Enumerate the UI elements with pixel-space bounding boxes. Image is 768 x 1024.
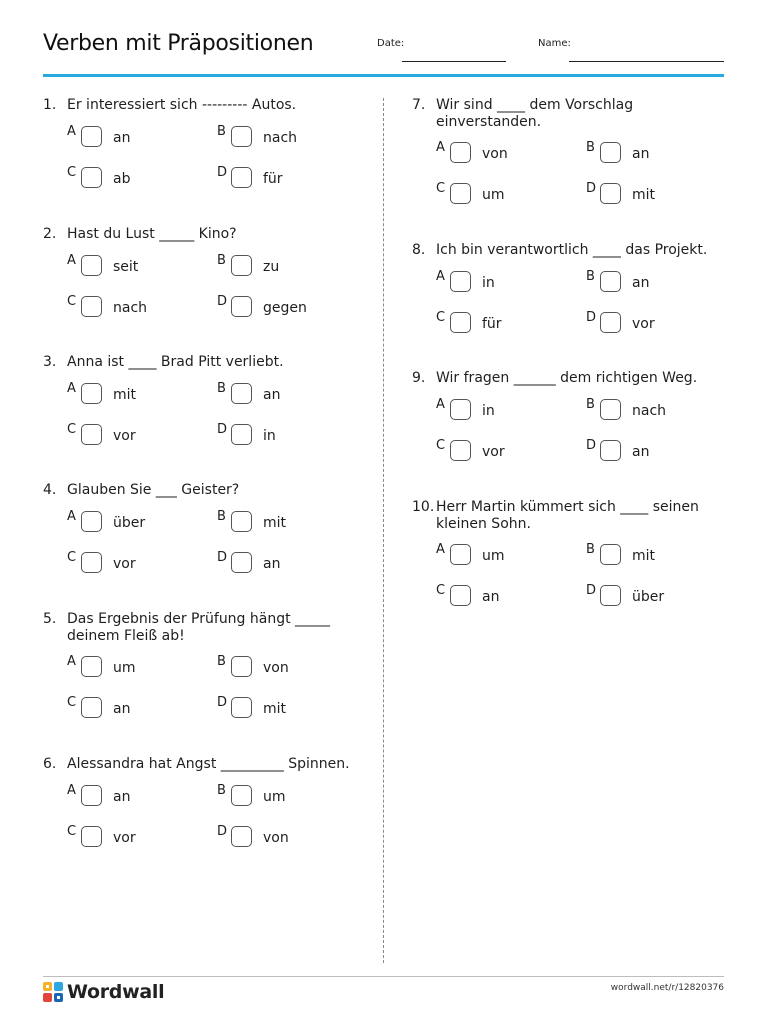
option-text: über xyxy=(632,589,665,605)
answer-checkbox[interactable] xyxy=(600,399,621,420)
question-text: Er interessiert sich --------- Autos. xyxy=(67,97,297,113)
option-text: an xyxy=(482,589,500,605)
question-text: Herr Martin kümmert sich ____ seinen kleinen Sohn. xyxy=(436,499,699,532)
option-c[interactable] xyxy=(436,181,566,207)
option-letter: D xyxy=(217,294,228,309)
option-b[interactable] xyxy=(217,783,347,809)
answer-checkbox[interactable] xyxy=(600,183,621,204)
option-letter: C xyxy=(67,550,77,565)
date-label: Date: xyxy=(377,38,405,49)
option-letter: A xyxy=(67,253,76,268)
option-a[interactable] xyxy=(67,509,197,535)
option-letter: B xyxy=(586,269,595,284)
answer-checkbox[interactable] xyxy=(81,785,102,806)
option-text: vor xyxy=(113,428,136,444)
option-letter: C xyxy=(436,181,446,196)
option-a[interactable] xyxy=(436,140,566,166)
option-letter: B xyxy=(217,253,226,268)
option-text: mit xyxy=(632,187,656,203)
option-c[interactable] xyxy=(436,310,566,336)
option-b[interactable] xyxy=(217,509,347,535)
option-a[interactable] xyxy=(67,783,197,809)
date-field-line[interactable] xyxy=(402,61,506,62)
option-letter: D xyxy=(586,181,597,196)
option-b[interactable] xyxy=(217,124,347,150)
option-d[interactable] xyxy=(217,165,347,191)
answer-checkbox[interactable] xyxy=(231,511,252,532)
option-text: nach xyxy=(632,403,667,419)
answer-checkbox[interactable] xyxy=(600,312,621,333)
answer-checkbox[interactable] xyxy=(231,697,252,718)
option-b[interactable] xyxy=(586,542,716,568)
footer-divider xyxy=(43,976,724,977)
option-letter: B xyxy=(217,509,226,524)
option-a[interactable] xyxy=(67,381,197,407)
option-text: über xyxy=(113,515,146,531)
option-d[interactable] xyxy=(586,438,716,464)
option-letter: B xyxy=(586,397,595,412)
option-letter: C xyxy=(67,294,77,309)
option-letter: B xyxy=(586,542,595,557)
option-text: mit xyxy=(263,515,287,531)
option-text: für xyxy=(482,316,502,332)
answer-checkbox[interactable] xyxy=(81,296,102,317)
option-text: an xyxy=(263,556,281,572)
option-letter: C xyxy=(436,583,446,598)
option-letter: D xyxy=(217,695,228,710)
option-b[interactable] xyxy=(586,140,716,166)
option-letter: D xyxy=(217,165,228,180)
answer-checkbox[interactable] xyxy=(81,383,102,404)
option-c[interactable] xyxy=(67,695,197,721)
option-letter: B xyxy=(217,381,226,396)
answer-checkbox[interactable] xyxy=(450,183,471,204)
answer-checkbox[interactable] xyxy=(450,544,471,565)
option-text: an xyxy=(263,387,281,403)
answer-checkbox[interactable] xyxy=(600,585,621,606)
option-text: um xyxy=(482,187,505,203)
option-text: vor xyxy=(113,556,136,572)
answer-checkbox[interactable] xyxy=(231,826,252,847)
question-text: Wir fragen ______ dem richtigen Weg. xyxy=(436,370,698,386)
option-letter: C xyxy=(67,824,77,839)
option-d[interactable] xyxy=(586,583,716,609)
option-text: für xyxy=(263,171,283,187)
option-b[interactable] xyxy=(217,654,347,680)
answer-checkbox[interactable] xyxy=(81,552,102,573)
option-b[interactable] xyxy=(586,269,716,295)
option-a[interactable] xyxy=(67,253,197,279)
option-text: mit xyxy=(113,387,137,403)
option-text: um xyxy=(263,789,286,805)
option-b[interactable] xyxy=(586,397,716,423)
option-letter: B xyxy=(586,140,595,155)
option-b[interactable] xyxy=(217,253,347,279)
question-text: Wir sind ____ dem Vorschlag einverstanden. xyxy=(436,97,634,130)
option-text: seit xyxy=(113,259,139,275)
option-letter: A xyxy=(436,542,445,557)
option-letter: D xyxy=(586,310,597,325)
answer-checkbox[interactable] xyxy=(81,697,102,718)
answer-checkbox[interactable] xyxy=(231,383,252,404)
column-divider xyxy=(383,98,384,963)
question-number: 4. xyxy=(43,482,57,498)
answer-checkbox[interactable] xyxy=(600,142,621,163)
answer-checkbox[interactable] xyxy=(450,440,471,461)
option-b[interactable] xyxy=(217,381,347,407)
option-a[interactable] xyxy=(436,397,566,423)
option-d[interactable] xyxy=(217,695,347,721)
option-letter: D xyxy=(217,550,228,565)
answer-checkbox[interactable] xyxy=(81,255,102,276)
question-text: Alessandra hat Angst _________ Spinnen. xyxy=(67,756,350,772)
option-c[interactable] xyxy=(67,422,197,448)
answer-checkbox[interactable] xyxy=(81,167,102,188)
question-number: 7. xyxy=(412,97,426,113)
option-text: vor xyxy=(632,316,655,332)
option-c[interactable] xyxy=(67,294,197,320)
option-text: in xyxy=(263,428,276,444)
question-number: 5. xyxy=(43,611,57,627)
option-text: mit xyxy=(632,548,656,564)
option-a[interactable] xyxy=(67,124,197,150)
option-letter: A xyxy=(67,654,76,669)
option-a[interactable] xyxy=(436,269,566,295)
option-letter: A xyxy=(436,397,445,412)
option-d[interactable] xyxy=(217,422,347,448)
question-number: 8. xyxy=(412,242,426,258)
question-text: Anna ist ____ Brad Pitt verliebt. xyxy=(67,354,284,370)
question-text: Hast du Lust _____ Kino? xyxy=(67,226,237,242)
option-text: nach xyxy=(113,300,148,316)
answer-checkbox[interactable] xyxy=(231,167,252,188)
question-number: 2. xyxy=(43,226,57,242)
option-letter: D xyxy=(217,824,228,839)
question-text: Das Ergebnis der Prüfung hängt _____ deinem Fleiß ab! xyxy=(67,611,331,644)
option-text: gegen xyxy=(263,300,307,316)
option-c[interactable] xyxy=(67,165,197,191)
option-letter: A xyxy=(436,140,445,155)
option-text: an xyxy=(632,275,650,291)
option-letter: C xyxy=(67,165,77,180)
question-number: 10. xyxy=(412,499,435,515)
option-text: von xyxy=(263,830,289,846)
answer-checkbox[interactable] xyxy=(81,511,102,532)
answer-checkbox[interactable] xyxy=(600,271,621,292)
question-number: 1. xyxy=(43,97,57,113)
option-text: an xyxy=(113,789,131,805)
answer-checkbox[interactable] xyxy=(450,142,471,163)
question-number: 6. xyxy=(43,756,57,772)
header-accent-rule xyxy=(43,74,724,77)
question-number: 9. xyxy=(412,370,426,386)
option-letter: A xyxy=(67,381,76,396)
option-letter: D xyxy=(586,583,597,598)
option-text: von xyxy=(482,146,508,162)
option-letter: C xyxy=(67,422,77,437)
answer-checkbox[interactable] xyxy=(231,255,252,276)
option-letter: B xyxy=(217,654,226,669)
wordwall-logo xyxy=(43,981,164,1003)
option-d[interactable] xyxy=(217,294,347,320)
answer-checkbox[interactable] xyxy=(231,126,252,147)
answer-checkbox[interactable] xyxy=(231,656,252,677)
option-text: an xyxy=(113,130,131,146)
question-text: Glauben Sie ___ Geister? xyxy=(67,482,240,498)
option-text: vor xyxy=(482,444,505,460)
option-text: ab xyxy=(113,171,131,187)
option-letter: B xyxy=(217,783,226,798)
option-text: in xyxy=(482,275,495,291)
name-field-line[interactable] xyxy=(569,61,724,62)
option-letter: A xyxy=(67,509,76,524)
option-c[interactable] xyxy=(67,824,197,850)
answer-checkbox[interactable] xyxy=(81,424,102,445)
option-letter: A xyxy=(436,269,445,284)
answer-checkbox[interactable] xyxy=(81,126,102,147)
option-letter: A xyxy=(67,783,76,798)
answer-checkbox[interactable] xyxy=(600,544,621,565)
option-d[interactable] xyxy=(217,824,347,850)
answer-checkbox[interactable] xyxy=(450,399,471,420)
answer-checkbox[interactable] xyxy=(231,552,252,573)
answer-checkbox[interactable] xyxy=(231,424,252,445)
answer-checkbox[interactable] xyxy=(81,826,102,847)
option-text: um xyxy=(113,660,136,676)
option-text: an xyxy=(632,444,650,460)
option-text: um xyxy=(482,548,505,564)
question-text: Ich bin verantwortlich ____ das Projekt. xyxy=(436,242,708,258)
page-title: Verben mit Präpositionen xyxy=(43,31,314,56)
option-text: von xyxy=(263,660,289,676)
option-c[interactable] xyxy=(436,438,566,464)
answer-checkbox[interactable] xyxy=(81,656,102,677)
question-number: 3. xyxy=(43,354,57,370)
option-letter: B xyxy=(217,124,226,139)
option-d[interactable] xyxy=(586,310,716,336)
wordwall-logo-icon xyxy=(43,982,63,1002)
option-letter: C xyxy=(436,310,446,325)
answer-checkbox[interactable] xyxy=(450,271,471,292)
option-text: an xyxy=(632,146,650,162)
option-letter: D xyxy=(586,438,597,453)
wordwall-logo-text: Wordwall xyxy=(67,981,165,1003)
option-letter: D xyxy=(217,422,228,437)
option-c[interactable] xyxy=(67,550,197,576)
name-label: Name: xyxy=(538,38,571,49)
option-c[interactable] xyxy=(436,583,566,609)
option-a[interactable] xyxy=(67,654,197,680)
option-text: in xyxy=(482,403,495,419)
option-text: vor xyxy=(113,830,136,846)
option-letter: C xyxy=(436,438,446,453)
answer-checkbox[interactable] xyxy=(231,785,252,806)
option-text: mit xyxy=(263,701,287,717)
answer-checkbox[interactable] xyxy=(231,296,252,317)
answer-checkbox[interactable] xyxy=(450,585,471,606)
option-text: an xyxy=(113,701,131,717)
option-text: nach xyxy=(263,130,298,146)
option-letter: A xyxy=(67,124,76,139)
answer-checkbox[interactable] xyxy=(450,312,471,333)
footer-url[interactable]: wordwall.net/r/12820376 xyxy=(610,983,724,993)
option-d[interactable] xyxy=(586,181,716,207)
option-letter: C xyxy=(67,695,77,710)
option-text: zu xyxy=(263,259,280,275)
answer-checkbox[interactable] xyxy=(600,440,621,461)
option-d[interactable] xyxy=(217,550,347,576)
option-a[interactable] xyxy=(436,542,566,568)
